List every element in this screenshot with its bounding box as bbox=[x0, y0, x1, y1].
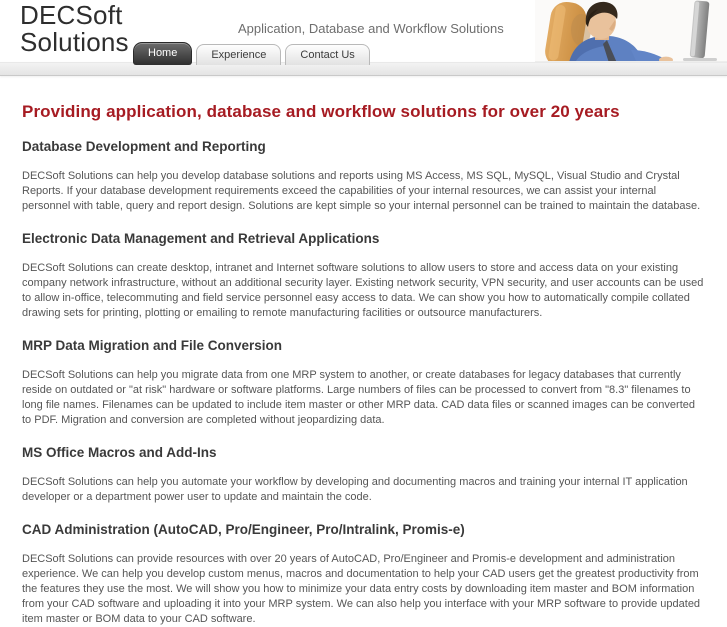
section-body: DECSoft Solutions can help you develop database solutions and reports using MS Access, MS SQL, MySQL, Visual Studio and Crystal Reports. If your database development requirements exceed the capabilities of your internal resources, we can assist your internal personnel with table, query and report design. Solutions are kept simple so your internal personnel can be trained to maintain the database. bbox=[22, 170, 701, 212]
section-body: DECSoft Solutions can help you automate your workflow by developing and documenting macros and training your internal IT application developer or a department power user to update and maintain the code. bbox=[22, 476, 688, 503]
section-electronic-data-management bbox=[22, 231, 705, 321]
hero-photo-man-at-monitor bbox=[535, 0, 727, 63]
section-title: Database Development and Reporting bbox=[22, 139, 266, 154]
tab-home[interactable]: Home bbox=[133, 42, 192, 65]
section-body: DECSoft Solutions can create desktop, intranet and Internet software solutions to allow users to store and access data on your existing company network infrastructure, without an additional security layer. Existing network security, VPN security, and user accounts can be used to allow in-office, telecommuting and field service personnel easy access to data. We can show you how to automatically compile collated drawing sets for printing, plotting or emailing to remote manufacturing facilities or outsource manufacturers. bbox=[22, 262, 704, 319]
section-cad-administration bbox=[22, 522, 705, 627]
section-database-development bbox=[22, 139, 705, 214]
main-content bbox=[0, 102, 727, 627]
section-title: CAD Administration (AutoCAD, Pro/Engineer, Pro/Intralink, Promis-e) bbox=[22, 522, 465, 537]
section-mrp-data-migration bbox=[22, 338, 705, 428]
tab-contact-us[interactable]: Contact Us bbox=[285, 44, 369, 65]
site-logo[interactable] bbox=[20, 2, 129, 56]
page-headline: Providing application, database and workflow solutions for over 20 years bbox=[22, 102, 620, 121]
main-nav bbox=[133, 42, 370, 65]
section-body: DECSoft Solutions can provide resources with over 20 years of AutoCAD, Pro/Engineer and Promis-e development and administration experience. We can help you develop custom menus, macros and documentation to help your CAD users get the greatest productivity from the features they use the most. We will show you how to minimize your data entry costs by downloading item master and BOM information from your CAD software and uploading it into your MRP system. We can also help you interface with your MRP software to provide updated item master or BOM data to your CAD software. bbox=[22, 553, 701, 625]
section-body: DECSoft Solutions can help you migrate data from one MRP system to another, or create databases for legacy databases that currently reside on outdated or "at risk" hardware or software platforms. Large numbers of files can be processed to convert from "8.3" filenames to long file names. Filenames can be updated to include item master or other MRP data. CAD data files or scanned images can be converted to PDF. Migration and conversion are completed without jeopardizing data. bbox=[22, 369, 695, 426]
logo-line2: Solutions bbox=[20, 27, 129, 57]
section-title: MS Office Macros and Add-Ins bbox=[22, 445, 217, 460]
site-tagline: Application, Database and Workflow Solutions bbox=[238, 21, 504, 36]
logo-line1: DECSoft bbox=[20, 0, 123, 30]
section-title: Electronic Data Management and Retrieval Applications bbox=[22, 231, 380, 246]
site-header bbox=[0, 0, 727, 74]
section-title: MRP Data Migration and File Conversion bbox=[22, 338, 283, 353]
tab-experience[interactable]: Experience bbox=[196, 44, 281, 65]
section-ms-office-macros bbox=[22, 445, 705, 505]
